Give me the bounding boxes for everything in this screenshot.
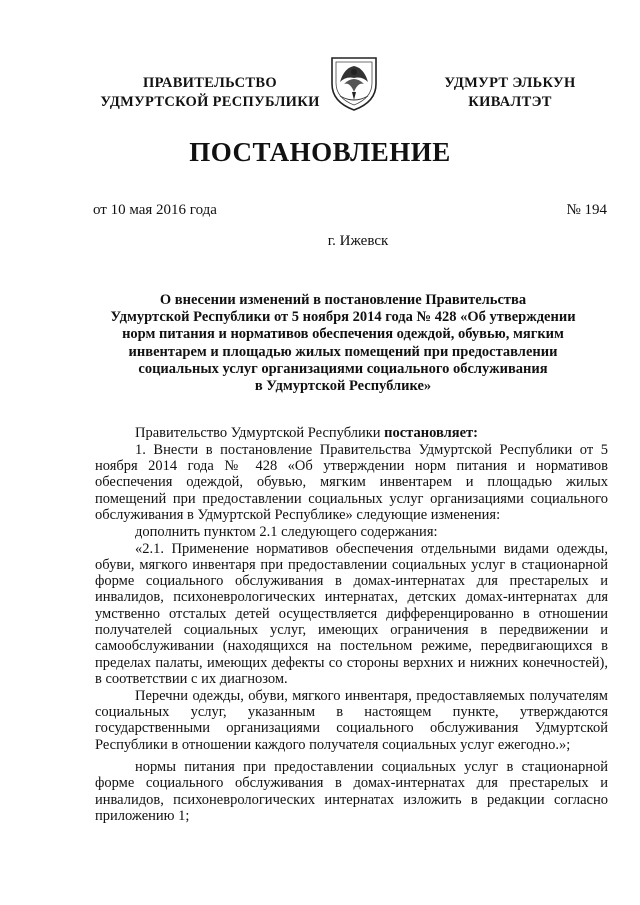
udmurt-coat-of-arms-icon — [328, 52, 380, 112]
header-left-line1: ПРАВИТЕЛЬСТВО — [143, 75, 277, 91]
document-date: от 10 мая 2016 года — [93, 202, 217, 218]
title-line: в Удмуртской Республике» — [254, 378, 432, 395]
title-line: норм питания и нормативов обеспечения одеждой, обувью, мягким — [122, 326, 564, 343]
header-government-udm — [420, 74, 600, 112]
title-line: О внесении изменений в постановление Правительства — [159, 292, 527, 308]
document-number: № 194 — [566, 202, 607, 218]
body-paragraph-4: Перечни одежды, обуви, мягкого инвентаря, предоставляемых получателям социальных услуг, указанным в настоящем пункте, утверждаются государственными организациями социального обслуживания Удмуртской Республики в отношении каждого получателя социальных услуг ежегодно.»; — [95, 687, 608, 753]
intro-text: Правительство Удмуртской Республики — [135, 425, 385, 441]
intro-resolves: постановляет: — [384, 425, 478, 441]
document-type-title: ПОСТАНОВЛЕНИЕ — [189, 137, 451, 167]
title-line: инвентарем и площадью жилых помещений при предоставлении — [128, 343, 558, 360]
body-paragraph-3: «2.1. Применение нормативов обеспечения отдельными видами одежды, обуви, мягкого инвентаря при предоставлении социальных услуг в стационарной форме социального обслуживания в домах-интернатах для престарелых и инвалидов, психоневрологических интернатах, детских домах-интернатах для умственно отсталых детей осуществляется дифференцированно в отношении получателей социальных услуг, имеющих ограничения в передвижении и самообслуживании (находящихся на постельном режиме, передвигающихся в пределах палаты, имеющих дефекты со стороны верхних и нижних конечностей), в соответствии с их диагнозом. — [95, 540, 608, 687]
body-intro — [95, 425, 608, 441]
title-line: Удмуртской Республики от 5 ноября 2014 года № 428 «Об утверждении — [110, 309, 576, 326]
title-line: социальных услуг организациями социального обслуживания — [138, 360, 548, 377]
header-government-ru — [92, 74, 328, 112]
body-paragraph-2: дополнить пунктом 2.1 следующего содержания: — [135, 523, 438, 540]
header-left-line2: УДМУРТСКОЙ РЕСПУБЛИКИ — [100, 94, 320, 110]
document-city: г. Ижевск — [327, 233, 389, 249]
document-body — [95, 425, 608, 824]
header-right-line1: УДМУРТ ЭЛЬКУН — [444, 75, 576, 91]
header-right-line2: КИВАЛТЭТ — [468, 94, 552, 110]
document-subject-title — [108, 292, 578, 395]
body-paragraph-5: нормы питания при предоставлении социальных услуг в стационарной форме социального обслуживания в домах-интернатах для престарелых и инвалидов, психоневрологических интернатах изложить в редакции согласно приложению 1; — [95, 758, 608, 824]
body-paragraph-1: 1. Внести в постановление Правительства Удмуртской Республики от 5 ноября 2014 года № 428 «Об утверждении норм питания и нормативов обеспечения одеждой, обувью, мягким инвентарем и площадью жилых помещений при предоставлении социальных услуг организациями социального обслуживания в Удмуртской Республике» следующие изменения: — [95, 441, 608, 523]
